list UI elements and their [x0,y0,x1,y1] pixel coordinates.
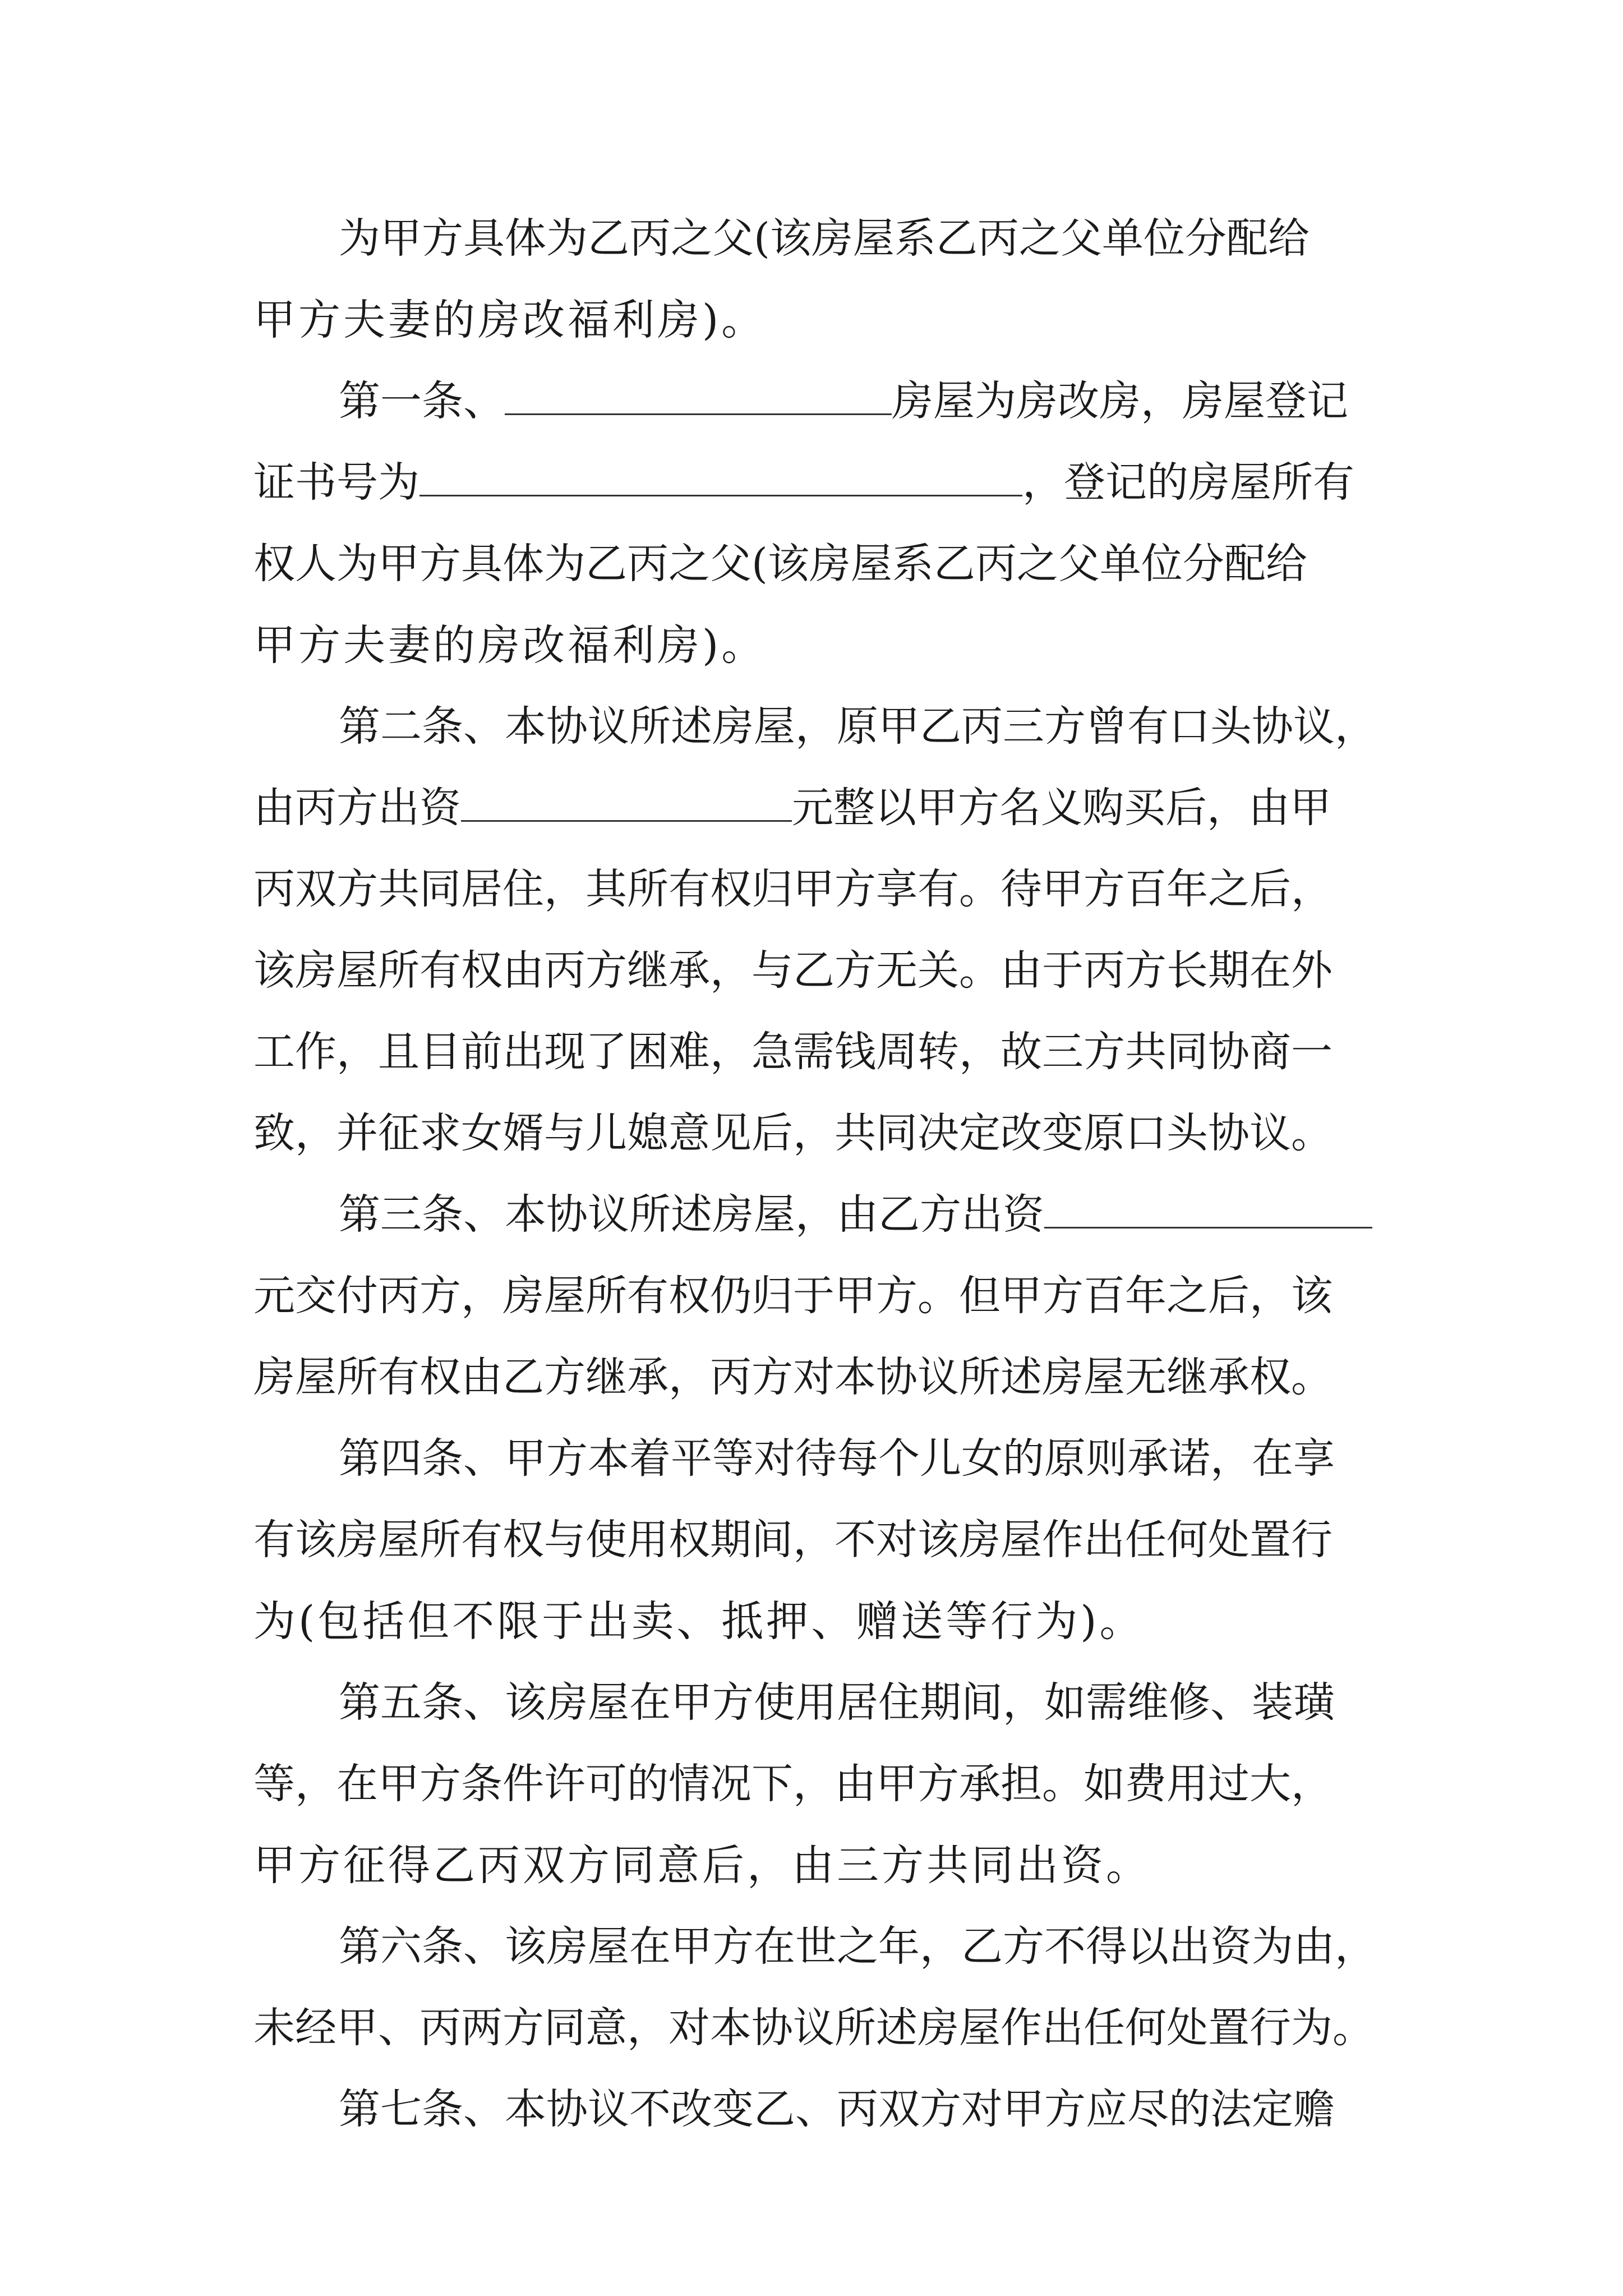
article-5-line-3: 甲方征得乙丙双方同意后，由三方共同出资。 [253,1841,1151,1890]
article-3-line-3: 房屋所有权由乙方继承，丙方对本协议所述房屋无继承权。 [253,1353,1332,1401]
house-location-blank [505,376,892,415]
certificate-number-blank [419,458,1022,496]
article-2-line-6: 致，并征求女婿与儿媳意见后，共同决定改变原口头协议。 [253,1109,1332,1157]
article-2-text: 元整以甲方名义购买后，由甲 [792,784,1331,832]
article-3-text: 第三条、本协议所述房屋，由乙方出资 [339,1190,1044,1239]
article-2-payer: 由丙方出资 [253,784,461,832]
article-1-text-2: ，登记的房屋所有 [1022,458,1354,507]
article-4-line-2: 有该房屋所有权与使用权期间，不对该房屋作出任何处置行 [253,1516,1332,1564]
article-4-line-1: 第四条、甲方本着平等对待每个儿女的原则承诺，在享 [339,1434,1335,1483]
article-4-line-3: 为(包括但不限于出卖、抵押、赠送等行为)。 [253,1596,1145,1646]
article-1-text: 房屋为房改房，房屋登记 [892,377,1348,425]
article-3-line-1 [339,1186,1372,1243]
article-3-line-2: 元交付丙方，房屋所有权仍归于甲方。但甲方百年之后，该 [253,1272,1332,1320]
intro-line-1: 为甲方具体为乙丙之父(该房屋系乙丙之父单位分配给 [339,214,1310,263]
article-2-line-4: 该房屋所有权由丙方继承，与乙方无关。由于丙方长期在外 [253,946,1332,995]
article-6-line-1: 第六条、该房屋在甲方在世之年，乙方不得以出资为由， [339,1922,1376,1971]
article-2-line-3: 丙双方共同居住，其所有权归甲方享有。待甲方百年之后， [253,865,1332,913]
article-2-line-5: 工作，且目前出现了困难，急需钱周转，故三方共同协商一 [253,1028,1332,1076]
article-2-line-2 [253,780,1331,836]
intro-line-2: 甲方夫妻的房改福利房)。 [253,295,767,344]
article-1-line-4: 甲方夫妻的房改福利房)。 [253,620,767,670]
article-2-line-1: 第二条、本协议所述房屋，原甲乙丙三方曾有口头协议， [339,702,1376,751]
article-1-line-1 [339,373,1348,429]
article-5-line-2: 等，在甲方条件许可的情况下，由甲方承担。如费用过大， [253,1760,1332,1808]
article-1-heading: 第一条、 [339,377,505,425]
amount-blank-2 [1044,1190,1372,1228]
article-1-line-2 [253,454,1354,510]
article-6-line-2: 未经甲、丙两方同意，对本协议所述房屋作出任何处置行为。 [253,2004,1374,2052]
article-1-line-3: 权人为甲方具体为乙丙之父(该房屋系乙丙之父单位分配给 [253,540,1307,588]
certificate-label: 证书号为 [253,458,419,507]
article-5-line-1: 第五条、该房屋在甲方使用居住期间，如需维修、装璜 [339,1678,1335,1727]
amount-blank-1 [461,783,792,822]
article-7-line-1: 第七条、本协议不改变乙、丙双方对甲方应尽的法定赡 [339,2085,1335,2133]
